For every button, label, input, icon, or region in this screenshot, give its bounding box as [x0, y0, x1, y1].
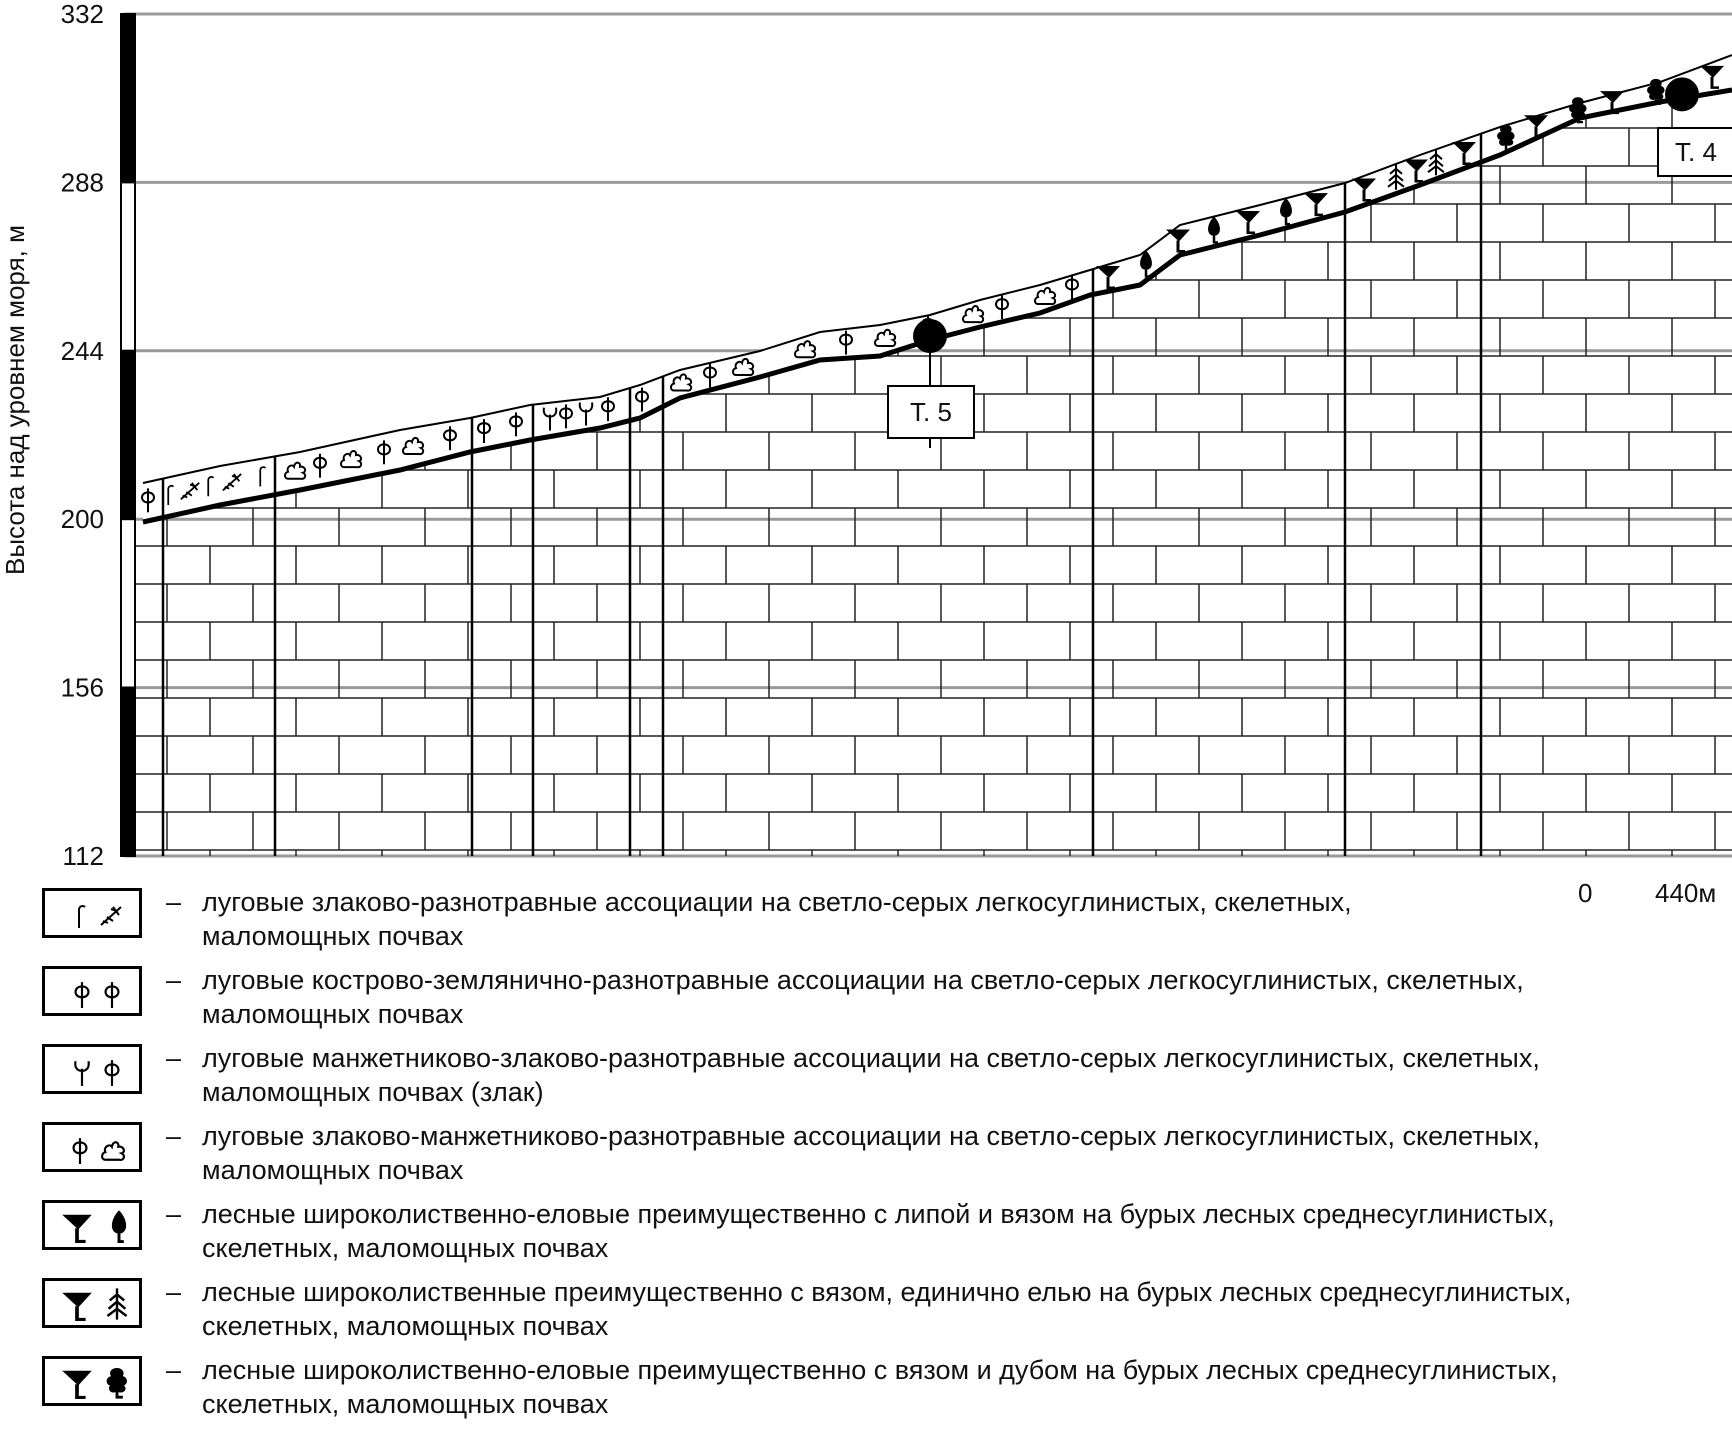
legend-symbol-box: [42, 1200, 142, 1250]
elevation-tick-labels: [61, 0, 104, 871]
scale-length-value: 440: [1655, 878, 1699, 908]
legend-text-line-2: скелетных, маломощных почвах: [202, 1233, 609, 1263]
legend-text-line-1: луговые злаково-манжетниково-разнотравные ассоциации на светло-серых легкосуглинистых, скелетных,: [202, 1121, 1540, 1151]
soil-layer: [143, 55, 1732, 522]
linden-icon: [112, 1210, 126, 1241]
legend-text: [202, 1275, 1732, 1343]
legend-dash: –: [166, 1199, 182, 1229]
legend-dash: –: [166, 1277, 182, 1307]
legend-text-line-2: маломощных почвах: [202, 921, 464, 951]
legend-text-line-1: луговые кострово-землянично-разнотравные ассоциации на светло-серых легкосуглинистых, скелетных,: [202, 965, 1524, 995]
legend-symbol-box: [42, 1122, 142, 1172]
legend-item-ladysmantle-grass: [42, 1041, 1732, 1111]
sample-points: [888, 77, 1732, 448]
cloud-icon: [102, 1142, 124, 1160]
legend-text-line-1: луговые злаково-разнотравные ассоциации на светло-серых легкосуглинистых, скелетных,: [202, 887, 1352, 917]
legend-dash: –: [166, 965, 182, 995]
grass-icon: [79, 906, 85, 928]
legend-text-line-1: лесные широколиственно-еловые преимущественно с липой и вязом на бурых лесных среднесуглинистых,: [202, 1199, 1555, 1229]
legend-symbol-box: [42, 1356, 142, 1406]
legend-symbol-box: [42, 1044, 142, 1094]
y-axis-label: Высота над уровнем моря, м: [0, 225, 30, 575]
axis-band: [121, 688, 135, 856]
legend-text-line-1: лесные широколиственно-еловые преимущественно с вязом и дубом на бурых лесных среднесуглинистых,: [202, 1355, 1558, 1385]
axis-band: [121, 182, 135, 350]
legend-text-line-2: маломощных почвах (злак): [202, 1077, 544, 1107]
legend-text: [202, 963, 1732, 1031]
legend-item-grass-ladysmantle: [42, 1119, 1732, 1189]
legend-item-brome-strawberry: [42, 963, 1732, 1033]
tick-label: 332: [60, 0, 104, 29]
legend-text: [202, 1041, 1732, 1109]
tick-label: 288: [60, 167, 104, 198]
broadleaf-icon: [62, 1293, 92, 1320]
legend-text: [202, 1353, 1732, 1421]
oak-icon: [107, 1368, 127, 1397]
sample-point-dot: [1665, 77, 1699, 111]
sample-point-dot: [913, 319, 947, 353]
axis-band: [121, 351, 135, 519]
spruce-icon: [107, 1288, 126, 1319]
elevation-axis: [61, 0, 135, 871]
legend: [0, 885, 1732, 1448]
legend-text-line-2: скелетных, маломощных почвах: [202, 1389, 609, 1419]
legend-text-line-2: маломощных почвах: [202, 1155, 464, 1185]
star-icon: [101, 907, 121, 925]
legend-symbol-box: [42, 888, 142, 938]
legend-dash: –: [166, 1043, 182, 1073]
legend-text-line-1: луговые манжетниково-злаково-разнотравные ассоциации на светло-серых легкосуглинистых, скелетных,: [202, 1043, 1540, 1073]
tick-label: 156: [60, 672, 104, 703]
legend-item-broadleaf-spruce-oak: [42, 1353, 1732, 1423]
sample-point-label: Т. 4: [1675, 137, 1717, 167]
phi-icon: [106, 982, 119, 1008]
broadleaf-icon: [62, 1215, 92, 1242]
legend-text-line-2: скелетных, маломощных почвах: [202, 1311, 609, 1341]
axis-band: [121, 14, 135, 182]
fork-icon: [75, 1061, 88, 1086]
tick-label: 244: [60, 335, 104, 366]
phi-icon: [74, 1138, 87, 1164]
legend-item-grass-star: [42, 885, 1732, 955]
broadleaf-icon: [62, 1371, 92, 1398]
legend-text-line-1: лесные широколиственные преимущественно с вязом, единично елью на бурых лесных среднесуглинистых,: [202, 1277, 1572, 1307]
axis-band: [121, 519, 135, 687]
legend-item-broadleaf-elm-spruce: [42, 1275, 1732, 1345]
sample-point-label: Т. 5: [910, 397, 952, 427]
legend-text: [202, 885, 1732, 953]
scale-zero-label: 0: [1578, 878, 1593, 908]
legend-dash: –: [166, 1121, 182, 1151]
tick-label: 200: [60, 504, 104, 535]
legend-symbol-box: [42, 1278, 142, 1328]
phi-icon: [106, 1060, 119, 1086]
legend-dash: –: [166, 887, 182, 917]
legend-text-line-2: маломощных почвах: [202, 999, 464, 1029]
legend-text: [202, 1197, 1732, 1265]
legend-symbol-box: [42, 966, 142, 1016]
legend-dash: –: [166, 1355, 182, 1385]
legend-text: [202, 1119, 1732, 1187]
scale-unit: м: [1698, 878, 1717, 908]
tick-label: 112: [62, 841, 104, 871]
phi-icon: [76, 982, 89, 1008]
legend-item-broadleaf-spruce-linden: [42, 1197, 1732, 1267]
